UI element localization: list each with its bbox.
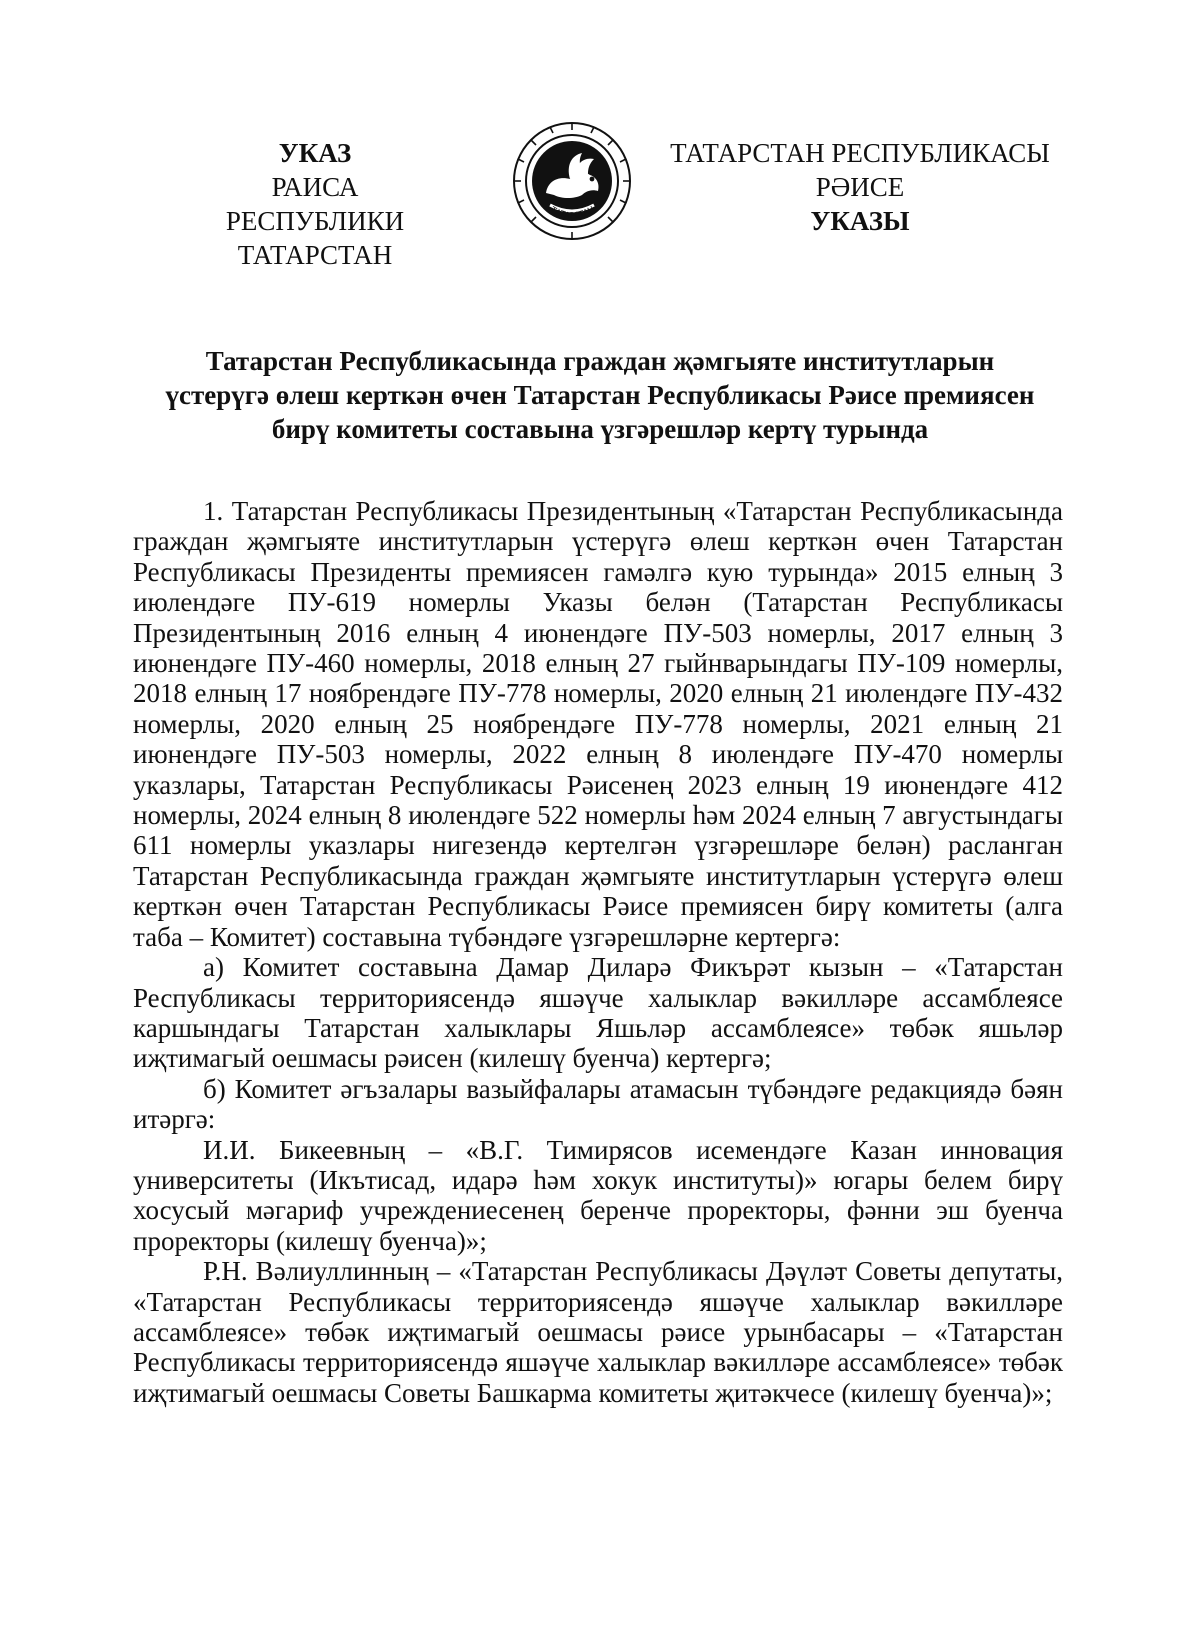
title-line: бирү комитеты составына үзгәрешләр кертү турында — [271, 414, 929, 444]
paragraph-valiullin: Р.Н. Вәлиуллинның – «Татарстан Республикасы Дәүләт Советы депутаты, «Татарстан Республикасы территориясендә яшәүче халыклар вәкилләре ассамблеясе» төбәк иҗтимагый оешмасы рәисе урынбасары – «Татарстан Республикасы территориясендә яшәүче халыклар вәкилләре ассамблеясе» төбәк иҗтимагый оешмасы Советы Башкарма комитеты җитәкчесе (килешү буенча)»; — [133, 1256, 1063, 1408]
title-line: үстерүгә өлеш керткән өчен Татарстан Республикасы Рәисе премиясен — [165, 380, 1035, 410]
document-body — [133, 496, 1063, 1408]
decree-label-tatar: УКАЗЫ — [810, 206, 910, 236]
paragraph-b: б) Комитет әгъзалары вазыйфалары атамасын түбәндәге редакциядә бәян итәргә: — [133, 1073, 1063, 1135]
title-line: Татарстан Республикасында граждан җәмгыяте институтларын — [205, 346, 995, 376]
decree-label: УКАЗ — [278, 138, 352, 168]
paragraph-1: 1. Татарстан Республикасы Президентының «Татарстан Республикасында граждан җәмгыяте институтларын үстерүгә өлеш керткән өчен Татарстан Республикасы Президенты премиясен гамәлгә кую турында» 2015 елның 3 июлендәге ПУ-619 номерлы Указы белән (Татарстан Республикасы Президентының 2016 елның 4 июнендәге ПУ-503 номерлы, 2017 елның 3 июнендәге ПУ-460 номерлы, 2018 елның 27 гыйнварындагы ПУ-109 номерлы, 2018 елның 17 ноябрендәге ПУ-778 номерлы, 2020 елның 21 июлендәге ПУ-432 номерлы, 2020 елның 25 ноябрендәге ПУ-778 номерлы, 2021 елның 21 июнендәге ПУ-503 номерлы, 2022 елның 8 июлендәге ПУ-470 номерлы указлары, Татарстан Республикасы Рәисенең 2023 елның 19 июнендәге 412 номерлы, 2024 елның 8 июлендәге 522 номерлы һәм 2024 елның 7 августындагы 611 номерлы указлары нигезендә кертелгән үзгәрешләре белән) расланган Татарстан Республикасында граждан җәмгыяте институтларын үстерүгә өлеш керткән өчен Татарстан Республикасы Рәисе премиясен бирү комитеты (алга таба – Комитет) составына түбәндәге үзгәрешләрне кертергә: — [133, 496, 1063, 952]
header-left-block — [190, 136, 440, 272]
republic-name-tatar: ТАТАРСТАН РЕСПУБЛИКАСЫ — [670, 138, 1050, 168]
republic-name: РЕСПУБЛИКИ ТАТАРСТАН — [225, 206, 405, 270]
emblem-inscription: ТАТАРСТАН — [549, 204, 596, 221]
paragraph-bikeev: И.И. Бикеевның – «В.Г. Тимирясов исемендәге Казан инновация университеты (Икътисад, идарә һәм хокук институты)» югары белем бирү хосусый мәгариф учреждениесенең беренче проректоры, фәнни эш буенча проректоры (килешү буенча)»; — [133, 1134, 1063, 1256]
document-title — [130, 344, 1070, 446]
tatarstan-coat-of-arms-icon — [512, 121, 632, 241]
header-right-block — [660, 136, 1060, 238]
paragraph-a: а) Комитет составына Дамар Диларә Фикърәт кызын – «Татарстан Республикасы территориясендә яшәүче халыклар вәкилләре ассамблеясе каршындагы Татарстан халыклары Яшьләр ассамблеясе» төбәк яшьләр иҗтимагый оешмасы рәисен (килешү буенча) кертергә; — [133, 952, 1063, 1074]
head-label-tatar: РӘИСЕ — [815, 172, 905, 202]
head-label: РАИСА — [271, 172, 359, 202]
